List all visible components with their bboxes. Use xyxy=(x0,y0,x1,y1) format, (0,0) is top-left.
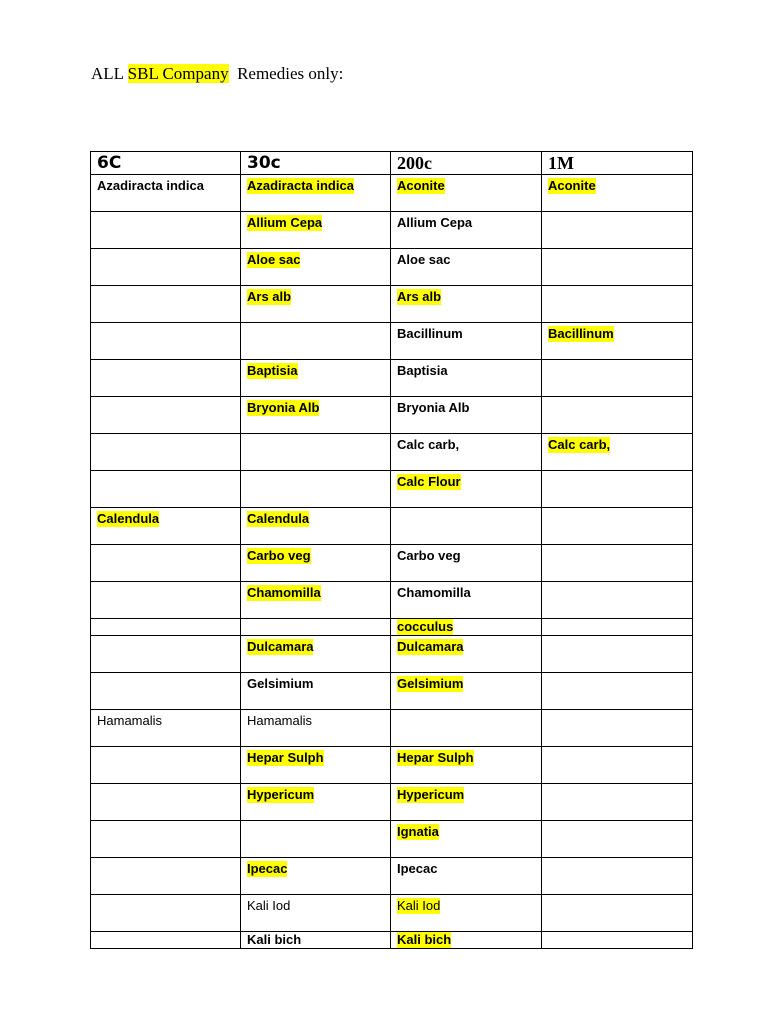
table-header-row xyxy=(91,152,693,175)
cell-200c xyxy=(391,249,542,286)
cell-30c xyxy=(241,858,391,895)
remedy-name: Kali Iod xyxy=(247,898,291,913)
table-row xyxy=(91,360,693,397)
cell-200c xyxy=(391,821,542,858)
remedy-name: Kali bich xyxy=(247,932,302,947)
remedy-name: Carbo veg xyxy=(247,548,311,563)
table-row xyxy=(91,932,693,949)
cell-1m xyxy=(542,636,693,673)
remedy-name: Kali bich xyxy=(397,932,452,947)
document-title xyxy=(91,64,343,84)
remedy-name: Calc carb, xyxy=(397,437,460,452)
remedy-name: Dulcamara xyxy=(247,639,314,654)
remedy-name: Allium Cepa xyxy=(397,215,473,230)
table-body xyxy=(91,175,693,949)
cell-1m xyxy=(542,784,693,821)
cell-200c xyxy=(391,747,542,784)
cell-1m xyxy=(542,673,693,710)
cell-6c xyxy=(91,175,241,212)
cell-30c xyxy=(241,582,391,619)
cell-200c xyxy=(391,582,542,619)
cell-6c xyxy=(91,895,241,932)
cell-30c xyxy=(241,636,391,673)
cell-200c xyxy=(391,636,542,673)
cell-6c xyxy=(91,508,241,545)
remedy-name: Ars alb xyxy=(397,289,442,304)
remedy-name: Ipecac xyxy=(397,861,438,876)
remedy-name: Aloe sac xyxy=(247,252,301,267)
remedy-name: Baptisia xyxy=(397,363,448,378)
cell-1m xyxy=(542,747,693,784)
remedy-name: Bacillinum xyxy=(397,326,463,341)
cell-200c xyxy=(391,212,542,249)
cell-30c xyxy=(241,249,391,286)
cell-30c xyxy=(241,508,391,545)
remedy-name: Chamomilla xyxy=(397,585,471,600)
remedy-name: Aconite xyxy=(397,178,445,193)
remedy-name: Calendula xyxy=(97,511,160,526)
table-row xyxy=(91,286,693,323)
cell-200c xyxy=(391,508,542,545)
cell-200c xyxy=(391,323,542,360)
table-row xyxy=(91,434,693,471)
cell-1m xyxy=(542,323,693,360)
cell-6c xyxy=(91,434,241,471)
table-row xyxy=(91,858,693,895)
table-row xyxy=(91,747,693,784)
cell-1m xyxy=(542,545,693,582)
cell-1m xyxy=(542,397,693,434)
cell-200c xyxy=(391,397,542,434)
remedy-name: Hepar Sulph xyxy=(247,750,324,765)
cell-1m xyxy=(542,212,693,249)
cell-1m xyxy=(542,619,693,636)
remedy-name: Aloe sac xyxy=(397,252,451,267)
cell-30c xyxy=(241,471,391,508)
remedy-name: Hypericum xyxy=(247,787,315,802)
cell-1m xyxy=(542,360,693,397)
table-row xyxy=(91,784,693,821)
cell-30c xyxy=(241,323,391,360)
table-row xyxy=(91,175,693,212)
cell-200c xyxy=(391,895,542,932)
table-row xyxy=(91,249,693,286)
cell-1m xyxy=(542,471,693,508)
cell-200c xyxy=(391,471,542,508)
cell-1m xyxy=(542,286,693,323)
cell-6c xyxy=(91,212,241,249)
title-company-highlight: SBL Company xyxy=(127,64,229,83)
header-200c: 200c xyxy=(391,152,542,175)
cell-1m xyxy=(542,710,693,747)
cell-30c xyxy=(241,360,391,397)
cell-30c xyxy=(241,175,391,212)
remedy-name: Calc carb, xyxy=(548,437,611,452)
cell-200c xyxy=(391,360,542,397)
cell-6c xyxy=(91,360,241,397)
cell-6c xyxy=(91,471,241,508)
cell-1m xyxy=(542,932,693,949)
table-row xyxy=(91,323,693,360)
cell-6c xyxy=(91,784,241,821)
remedy-name: Bryonia Alb xyxy=(397,400,470,415)
cell-30c xyxy=(241,895,391,932)
cell-30c xyxy=(241,747,391,784)
cell-30c xyxy=(241,397,391,434)
cell-200c xyxy=(391,434,542,471)
table-row xyxy=(91,397,693,434)
cell-1m xyxy=(542,249,693,286)
cell-200c xyxy=(391,545,542,582)
header-6c: 6C xyxy=(91,152,241,175)
title-suffix: Remedies only: xyxy=(228,64,344,83)
cell-200c xyxy=(391,784,542,821)
table-row xyxy=(91,673,693,710)
remedy-name: Gelsimium xyxy=(247,676,314,691)
cell-200c xyxy=(391,858,542,895)
remedy-name: Ipecac xyxy=(247,861,288,876)
remedy-name: Kali Iod xyxy=(397,898,441,913)
remedy-name: Calc Flour xyxy=(397,474,461,489)
remedy-name: Chamomilla xyxy=(247,585,321,600)
cell-1m xyxy=(542,434,693,471)
cell-30c xyxy=(241,821,391,858)
cell-200c xyxy=(391,619,542,636)
cell-30c xyxy=(241,286,391,323)
remedy-name: Baptisia xyxy=(247,363,298,378)
remedy-name: Calendula xyxy=(247,511,310,526)
remedy-name: Azadiracta indica xyxy=(247,178,354,193)
table-row xyxy=(91,821,693,858)
remedy-name: Carbo veg xyxy=(397,548,461,563)
table-row xyxy=(91,636,693,673)
header-30c: 30c xyxy=(241,152,391,175)
header-1m: 1M xyxy=(542,152,693,175)
table-row xyxy=(91,710,693,747)
remedy-name: Ignatia xyxy=(397,824,439,839)
remedy-name: Bryonia Alb xyxy=(247,400,320,415)
remedy-name: Hamamalis xyxy=(97,713,163,728)
cell-1m xyxy=(542,175,693,212)
cell-30c xyxy=(241,619,391,636)
remedy-name: Bacillinum xyxy=(548,326,614,341)
table-row xyxy=(91,619,693,636)
cell-1m xyxy=(542,508,693,545)
cell-200c xyxy=(391,175,542,212)
cell-30c xyxy=(241,932,391,949)
remedy-name: Aconite xyxy=(548,178,596,193)
table-row xyxy=(91,508,693,545)
remedy-name: Azadiracta indica xyxy=(97,178,204,193)
table-row xyxy=(91,471,693,508)
cell-6c xyxy=(91,249,241,286)
cell-6c xyxy=(91,932,241,949)
cell-6c xyxy=(91,582,241,619)
cell-30c xyxy=(241,784,391,821)
remedies-table xyxy=(90,151,693,949)
table-row xyxy=(91,545,693,582)
table-row xyxy=(91,895,693,932)
cell-6c xyxy=(91,619,241,636)
cell-6c xyxy=(91,397,241,434)
cell-6c xyxy=(91,673,241,710)
cell-6c xyxy=(91,323,241,360)
cell-6c xyxy=(91,747,241,784)
remedy-name: Hamamalis xyxy=(247,713,313,728)
cell-6c xyxy=(91,286,241,323)
cell-6c xyxy=(91,821,241,858)
cell-6c xyxy=(91,710,241,747)
cell-6c xyxy=(91,858,241,895)
cell-200c xyxy=(391,932,542,949)
remedy-name: Allium Cepa xyxy=(247,215,323,230)
remedy-name: Ars alb xyxy=(247,289,292,304)
cell-200c xyxy=(391,673,542,710)
cell-30c xyxy=(241,545,391,582)
cell-1m xyxy=(542,858,693,895)
cell-1m xyxy=(542,582,693,619)
cell-1m xyxy=(542,821,693,858)
cell-30c xyxy=(241,673,391,710)
remedy-name: cocculus xyxy=(397,619,454,634)
cell-30c xyxy=(241,710,391,747)
remedy-name: Dulcamara xyxy=(397,639,464,654)
remedy-name: Hepar Sulph xyxy=(397,750,474,765)
cell-6c xyxy=(91,545,241,582)
table-row xyxy=(91,582,693,619)
table-row xyxy=(91,212,693,249)
cell-200c xyxy=(391,286,542,323)
cell-6c xyxy=(91,636,241,673)
remedy-name: Gelsimium xyxy=(397,676,464,691)
cell-200c xyxy=(391,710,542,747)
cell-1m xyxy=(542,895,693,932)
title-prefix: ALL xyxy=(91,64,128,83)
cell-30c xyxy=(241,212,391,249)
cell-30c xyxy=(241,434,391,471)
remedy-name: Hypericum xyxy=(397,787,465,802)
